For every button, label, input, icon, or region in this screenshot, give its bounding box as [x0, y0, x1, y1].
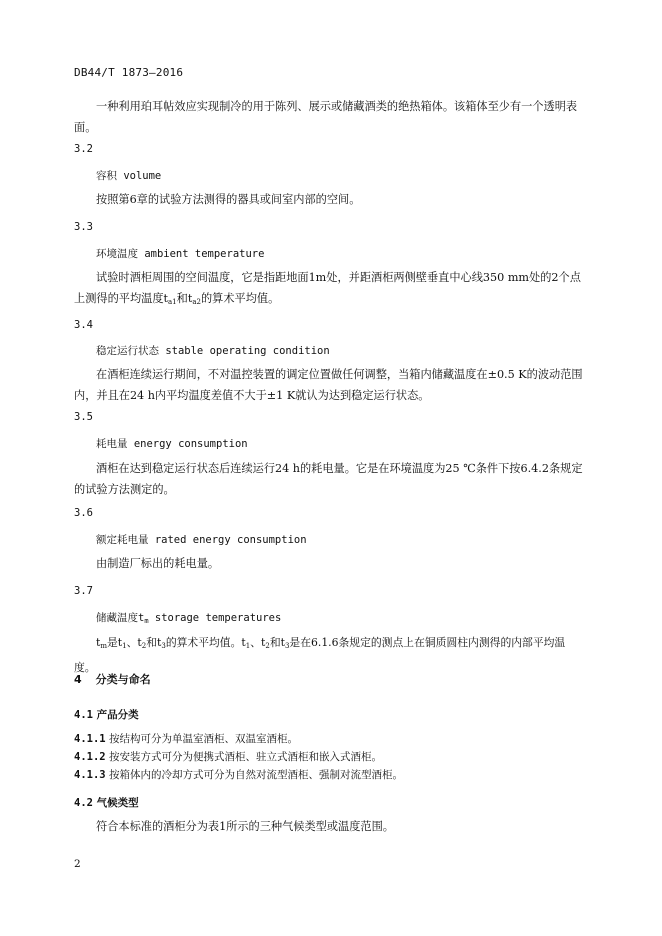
subsection-heading: 4.1 产品分类: [74, 709, 139, 721]
list-item: 4.1.3 按箱体内的冷却方式可分为自然对流型酒柜、强制对流型酒柜。: [74, 769, 403, 781]
section-heading: 4 分类与命名: [74, 673, 151, 686]
term-title: 耗电量 energy consumption: [96, 438, 248, 450]
term-number: 3.5: [74, 411, 93, 423]
term-definition: $t_m$是$t_1$、$t_2$和$t_3$的算术平均值。$t_1$、$t_2$和$t_3$是在6.1.6条规定的测点上在铜质圆柱内测得的内部平均温度。: [74, 636, 566, 674]
page-number: 2: [74, 858, 81, 870]
term-title: 稳定运行状态 stable operating condition: [96, 345, 330, 357]
list-item: 4.1.1 按结构可分为单温室酒柜、双温室酒柜。: [74, 733, 298, 745]
term-number: 3.3: [74, 221, 93, 233]
term-definition: 由制造厂标出的耗电量。: [96, 557, 220, 570]
term-definition: 酒柜在达到稳定运行状态后连续运行24 h的耗电量。它是在环境温度为25 ℃条件下按6.4.2条规定的试验方法测定的。: [74, 462, 583, 496]
term-title: 容积 volume: [96, 170, 162, 182]
standard-number: DB44/T 1873—2016: [74, 66, 184, 79]
list-item: 4.1.2 按安装方式可分为便携式酒柜、驻立式酒柜和嵌入式酒柜。: [74, 751, 382, 763]
term-number: 3.4: [74, 319, 93, 331]
term-title: 储藏温度$t_m$ storage temperatures: [96, 612, 282, 625]
intro-paragraph: 一种利用珀耳帖效应实现制冷的用于陈列、展示或储藏酒类的绝热箱体。该箱体至少有一个透明表面。: [74, 100, 578, 134]
subsection-heading: 4.2 气候类型: [74, 797, 139, 809]
term-title: 额定耗电量 rated energy consumption: [96, 534, 307, 546]
term-title: 环境温度 ambient temperature: [96, 248, 265, 260]
term-definition: 按照第6章的试验方法测得的器具或间室内部的空间。: [96, 193, 361, 206]
term-definition: 试验时酒柜周围的空间温度，它是指距地面1m处，并距酒柜两侧壁垂直中心线350 mm处的2个点上测得的平均温度$t_{a1}$和$t_{a2}$的算术平均值。: [74, 271, 581, 306]
term-number: 3.7: [74, 585, 93, 597]
term-definition: 在酒柜连续运行期间，不对温控装置的调定位置做任何调整，当箱内储藏温度在±0.5 K的波动范围内，并且在24 h内平均温度差值不大于±1 K就认为达到稳定运行状态。: [74, 368, 583, 402]
term-number: 3.6: [74, 507, 93, 519]
term-number: 3.2: [74, 143, 93, 155]
climate-paragraph: 符合本标准的酒柜分为表1所示的三种气候类型或温度范围。: [96, 820, 394, 833]
